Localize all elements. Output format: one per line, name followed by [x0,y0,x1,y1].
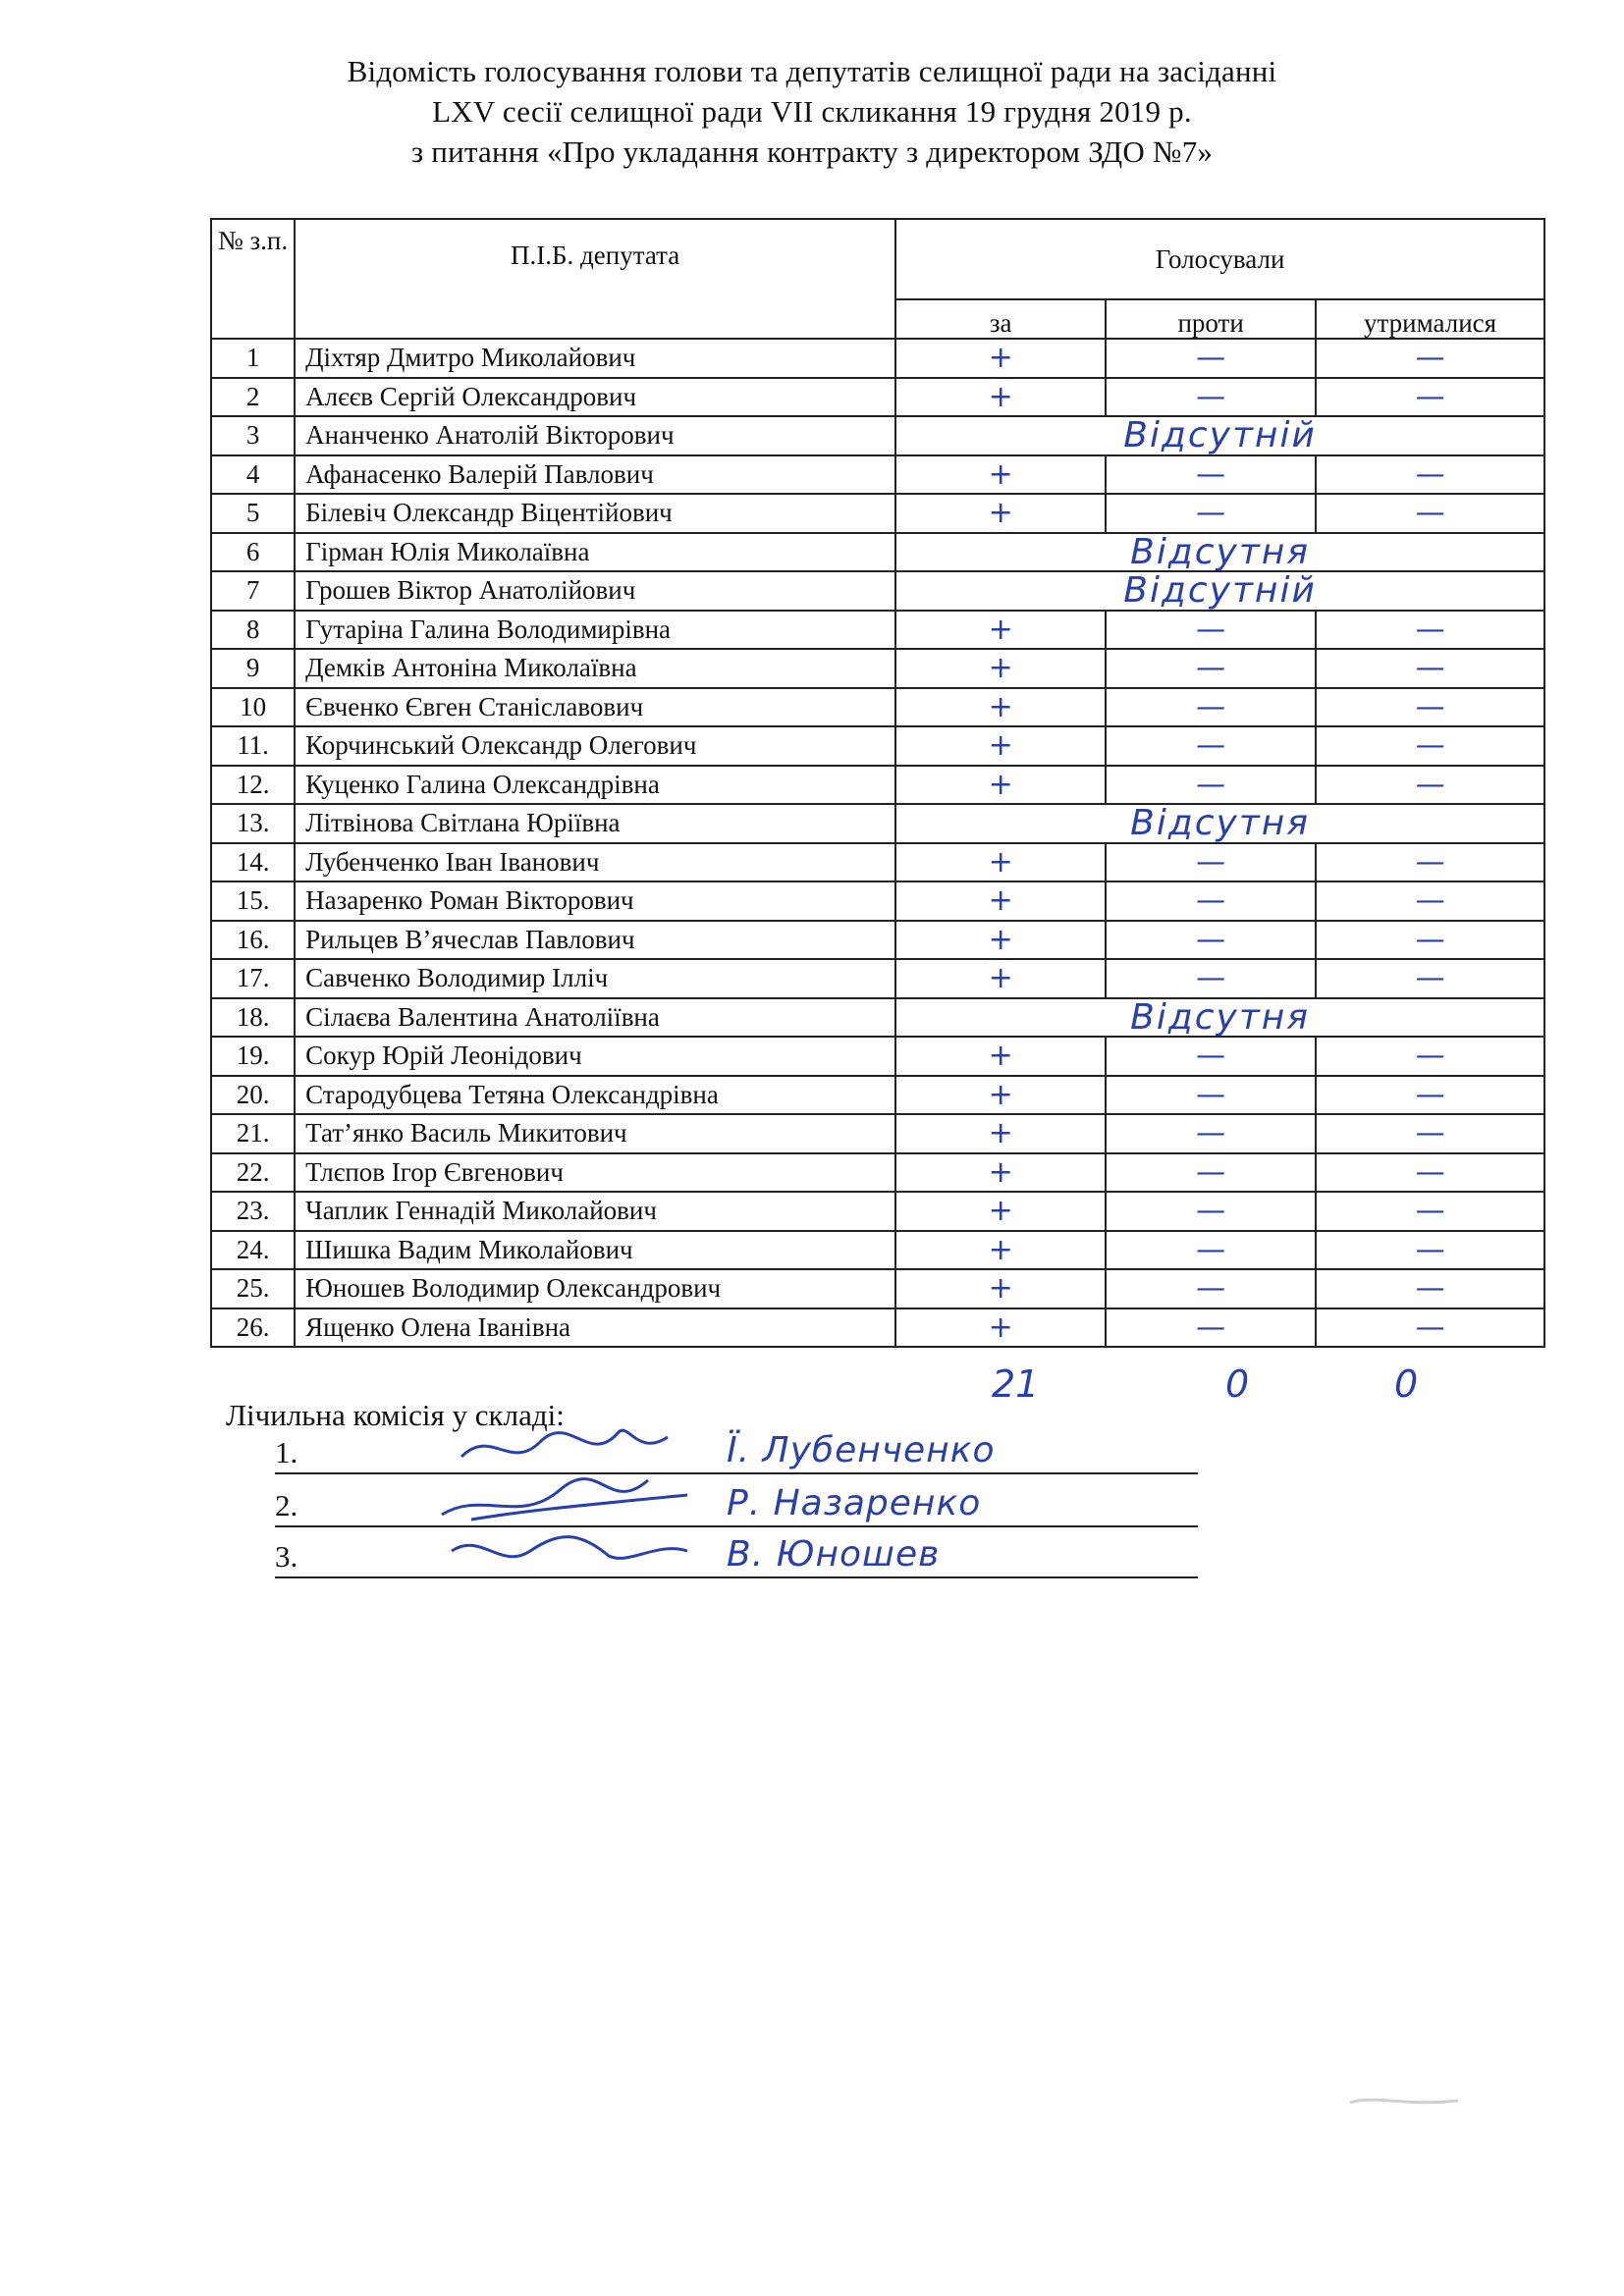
table-row [211,921,1544,960]
table-row [211,1192,1544,1231]
row-num: 8 [211,611,295,650]
row-num: 10 [211,688,295,727]
commission-label: Лічильна комісія у складі: [226,1398,565,1432]
vote-abstained-mark: — [1316,766,1544,805]
signature-num: 2. [275,1488,298,1522]
deputy-name: Ананченко Анатолій Вікторович [295,416,895,455]
vote-abstained-mark: — [1316,1231,1544,1270]
vote-against-mark: — [1106,1076,1316,1115]
table-row [211,1037,1544,1076]
row-num: 7 [211,571,295,611]
vote-against-mark: — [1106,378,1316,417]
table-row [211,455,1544,495]
header-name: П.І.Б. депутата [295,219,895,339]
deputy-name: Тат’янко Василь Микитович [295,1114,895,1153]
vote-against-mark: — [1106,843,1316,882]
table-row [211,1269,1544,1308]
vote-abstained-mark: — [1316,688,1544,727]
signature-scrawl-icon [432,1522,707,1580]
signature-scrawl-icon [432,1417,707,1476]
deputy-name: Гутаріна Галина Володимирівна [295,611,895,650]
table-row [211,1231,1544,1270]
table-row [211,804,1544,843]
table-row [211,881,1544,921]
vote-against-mark: — [1106,649,1316,688]
table-row [211,649,1544,688]
vote-abstained-mark: — [1316,1308,1544,1348]
signature-scrawl-icon [432,1470,707,1529]
row-num: 11. [211,726,295,766]
deputy-name: Сілаєва Валентина Анатоліївна [295,998,895,1038]
title-line-2: LXV сесії селищної ради VII скликання 19 грудня 2019 р. [432,94,1192,129]
vote-for-mark: + [895,611,1106,650]
vote-for-mark: + [895,726,1106,766]
vote-against-mark: — [1106,726,1316,766]
header-abstained: утрималися [1316,299,1544,339]
vote-for-mark: + [895,881,1106,921]
row-num: 21. [211,1114,295,1153]
vote-abstained-mark: — [1316,1037,1544,1076]
vote-for-mark: + [895,1153,1106,1193]
header-num: № з.п. [211,219,295,339]
deputy-name: Корчинський Олександр Олегович [295,726,895,766]
row-num: 15. [211,881,295,921]
table-body [211,339,1544,1347]
deputy-name: Куценко Галина Олександрівна [295,766,895,805]
deputy-name: Назаренко Роман Вікторович [295,881,895,921]
row-num: 4 [211,455,295,495]
table-row [211,688,1544,727]
vote-against-mark: — [1106,1153,1316,1193]
vote-for-mark: + [895,1037,1106,1076]
vote-for-mark: + [895,1269,1106,1308]
vote-abstained-mark: — [1316,959,1544,998]
vote-against-mark: — [1106,1269,1316,1308]
vote-abstained-mark: — [1316,921,1544,960]
vote-abstained-mark: — [1316,494,1544,533]
total-for: 21 [992,1362,1040,1406]
row-num: 22. [211,1153,295,1193]
total-against: 0 [1225,1362,1250,1406]
deputy-name: Чаплик Геннадій Миколайович [295,1192,895,1231]
vote-abstained-mark: — [1316,1153,1544,1193]
vote-for-mark: + [895,378,1106,417]
table-row [211,494,1544,533]
deputy-name: Демків Антоніна Миколаївна [295,649,895,688]
row-num: 26. [211,1308,295,1348]
row-num: 19. [211,1037,295,1076]
total-abstained: 0 [1394,1362,1419,1406]
absent-note: Відсутня [895,998,1544,1038]
table-row [211,1153,1544,1193]
row-num: 3 [211,416,295,455]
deputy-name: Грошев Віктор Анатолійович [295,571,895,611]
row-num: 24. [211,1231,295,1270]
table-row [211,1308,1544,1348]
absent-note: Відсутній [895,416,1544,455]
header-for: за [895,299,1106,339]
voting-table [210,218,1545,1348]
deputy-name: Літвінова Світлана Юріївна [295,804,895,843]
deputy-name: Сокур Юрій Леонідович [295,1037,895,1076]
vote-abstained-mark: — [1316,649,1544,688]
vote-abstained-mark: — [1316,378,1544,417]
vote-abstained-mark: — [1316,843,1544,882]
deputy-name: Стародубцева Тетяна Олександрівна [295,1076,895,1115]
row-num: 1 [211,339,295,378]
vote-against-mark: — [1106,1308,1316,1348]
deputy-name: Афанасенко Валерій Павлович [295,455,895,495]
vote-for-mark: + [895,921,1106,960]
row-num: 5 [211,494,295,533]
table-row [211,611,1544,650]
deputy-name: Лубенченко Іван Іванович [295,843,895,882]
row-num: 9 [211,649,295,688]
row-num: 13. [211,804,295,843]
vote-against-mark: — [1106,959,1316,998]
table-row [211,959,1544,998]
deputy-name: Тлєпов Ігор Євгенович [295,1153,895,1193]
row-num: 6 [211,533,295,572]
title-line-1: Відомість голосування голови та депутатів селищної ради на засіданні [347,54,1277,88]
vote-against-mark: — [1106,455,1316,495]
deputy-name: Алєєв Сергій Олександрович [295,378,895,417]
vote-for-mark: + [895,494,1106,533]
vote-abstained-mark: — [1316,1192,1544,1231]
vote-abstained-mark: — [1316,455,1544,495]
vote-against-mark: — [1106,766,1316,805]
deputy-name: Юношев Володимир Олександрович [295,1269,895,1308]
vote-against-mark: — [1106,611,1316,650]
table-row [211,571,1544,611]
vote-against-mark: — [1106,921,1316,960]
vote-against-mark: — [1106,339,1316,378]
document-title [0,51,1624,172]
header-against: проти [1106,299,1316,339]
vote-against-mark: — [1106,1231,1316,1270]
vote-for-mark: + [895,1114,1106,1153]
row-num: 17. [211,959,295,998]
absent-note: Відсутній [895,571,1544,611]
row-num: 23. [211,1192,295,1231]
table-row [211,766,1544,805]
signature-line-2 [275,1482,1198,1527]
row-num: 12. [211,766,295,805]
row-num: 18. [211,998,295,1038]
vote-for-mark: + [895,1308,1106,1348]
vote-for-mark: + [895,339,1106,378]
vote-for-mark: + [895,455,1106,495]
deputy-name: Рильцев В’ячеслав Павлович [295,921,895,960]
vote-for-mark: + [895,843,1106,882]
table-row [211,378,1544,417]
vote-abstained-mark: — [1316,726,1544,766]
signature-name: Ї. Лубенченко [727,1430,996,1470]
vote-for-mark: + [895,688,1106,727]
vote-for-mark: + [895,766,1106,805]
absent-note: Відсутня [895,804,1544,843]
vote-for-mark: + [895,1076,1106,1115]
signature-name: В. Юношев [727,1534,941,1575]
table-row [211,1076,1544,1115]
deputy-name: Діхтяр Дмитро Миколайович [295,339,895,378]
vote-abstained-mark: — [1316,881,1544,921]
table-row [211,339,1544,378]
vote-against-mark: — [1106,494,1316,533]
vote-for-mark: + [895,959,1106,998]
header-voted: Голосували [895,219,1544,299]
deputy-name: Білевіч Олександр Віцентійович [295,494,895,533]
signature-name: Р. Назаренко [727,1483,982,1523]
vote-for-mark: + [895,1192,1106,1231]
vote-against-mark: — [1106,881,1316,921]
vote-against-mark: — [1106,1192,1316,1231]
vote-abstained-mark: — [1316,1269,1544,1308]
vote-for-mark: + [895,1231,1106,1270]
deputy-name: Євченко Євген Станіславович [295,688,895,727]
scan-smudge-icon [1345,2091,1463,2110]
deputy-name: Ященко Олена Іванівна [295,1308,895,1348]
vote-abstained-mark: — [1316,611,1544,650]
row-num: 16. [211,921,295,960]
vote-against-mark: — [1106,1114,1316,1153]
table-row [211,1114,1544,1153]
row-num: 20. [211,1076,295,1115]
signature-line-1 [275,1429,1198,1474]
deputy-name: Шишка Вадим Миколайович [295,1231,895,1270]
table-row [211,843,1544,882]
vote-abstained-mark: — [1316,1114,1544,1153]
table-row [211,533,1544,572]
vote-for-mark: + [895,649,1106,688]
vote-against-mark: — [1106,1037,1316,1076]
vote-abstained-mark: — [1316,339,1544,378]
deputy-name: Гірман Юлія Миколаївна [295,533,895,572]
row-num: 2 [211,378,295,417]
signature-num: 1. [275,1435,298,1469]
signature-num: 3. [275,1539,298,1574]
row-num: 25. [211,1269,295,1308]
absent-note: Відсутня [895,533,1544,572]
deputy-name: Савченко Володимир Ілліч [295,959,895,998]
table-row [211,998,1544,1038]
row-num: 14. [211,843,295,882]
title-line-3: з питання «Про укладання контракту з директором ЗДО №7» [410,134,1214,169]
table-row [211,416,1544,455]
vote-abstained-mark: — [1316,1076,1544,1115]
signature-line-3 [275,1533,1198,1578]
table-row [211,726,1544,766]
vote-against-mark: — [1106,688,1316,727]
